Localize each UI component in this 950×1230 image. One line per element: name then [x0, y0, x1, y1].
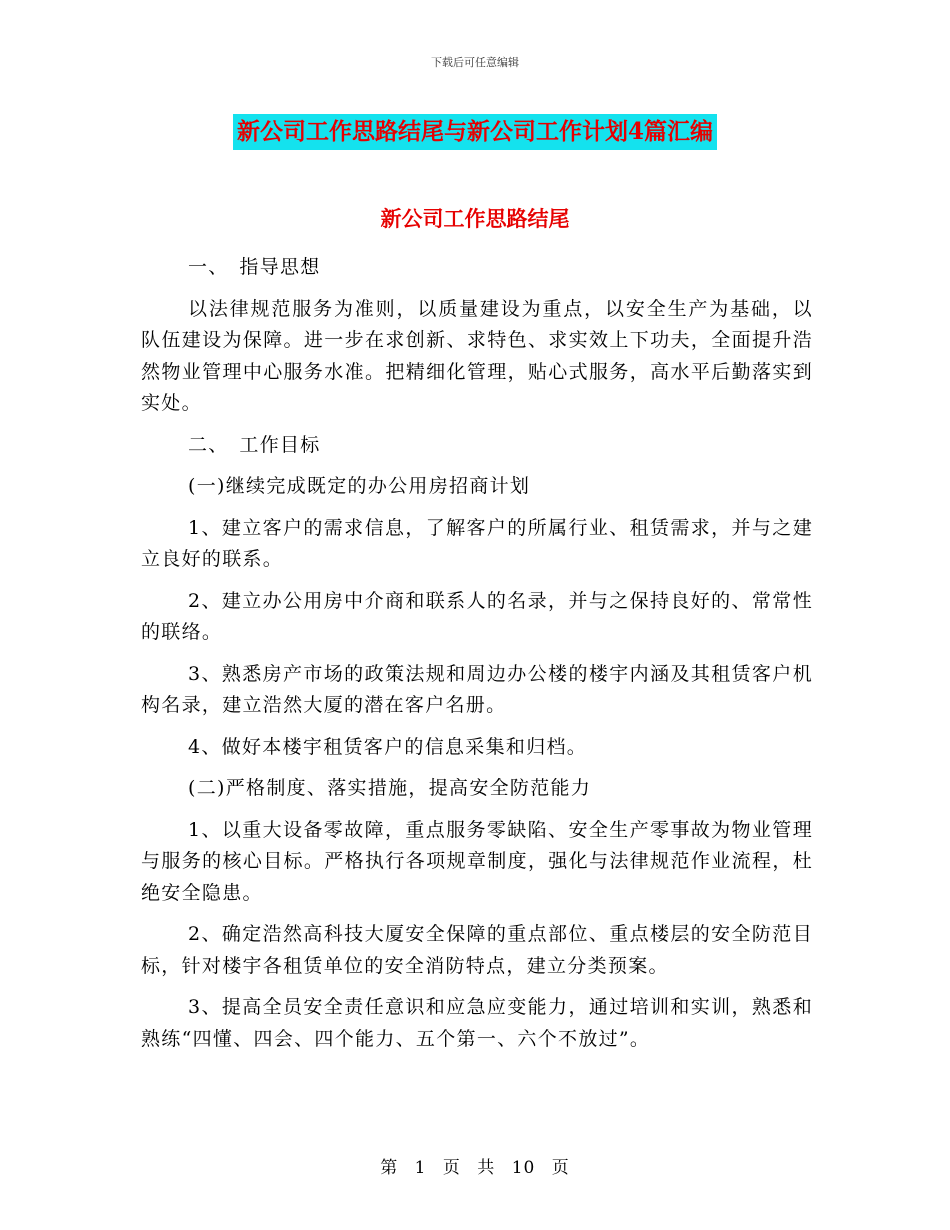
- subheading-safety: (二)严格制度、落实措施，提高安全防范能力: [188, 777, 592, 799]
- current-page-number: 1: [414, 1158, 427, 1178]
- main-title: 新公司工作思路结尾与新公司工作计划4篇汇编: [233, 114, 717, 150]
- heading-guiding-ideology: 一、 指导思想: [188, 256, 321, 278]
- page-footer: [0, 1153, 950, 1178]
- header-note: 下载后可任意编辑: [431, 56, 519, 69]
- footer-label-page-unit: 页: [442, 1158, 461, 1178]
- list-item: 2、建立办公用房中介商和联系人的名录，并与之保持良好的、常常性的联络。: [141, 589, 813, 643]
- subheading-leasing-plan: (一)继续完成既定的办公用房招商计划: [188, 475, 531, 497]
- list-item: 4、做好本楼宇租赁客户的信息采集和归档。: [188, 735, 588, 758]
- section-title: 新公司工作思路结尾: [380, 206, 570, 231]
- footer-label-total-unit: 页: [551, 1158, 570, 1178]
- list-item: 2、确定浩然高科技大厦安全保障的重点部位、重点楼层的安全防范目标，针对楼宇各租赁单位的安全消防特点，建立分类预案。: [141, 923, 813, 977]
- document-body: [141, 252, 813, 1065]
- footer-label-page: 第: [380, 1158, 399, 1178]
- list-item: 1、以重大设备零故障，重点服务零缺陷、安全生产零事故为物业管理与服务的核心目标。严格执行各项规章制度，强化与法律规范作业流程，杜绝安全隐患。: [141, 818, 813, 904]
- total-page-count: 10: [511, 1158, 536, 1178]
- main-title-container: [0, 114, 950, 150]
- footer-label-total: 共: [477, 1158, 496, 1178]
- list-item: 3、熟悉房产市场的政策法规和周边办公楼的楼宇内涵及其租赁客户机构名录，建立浩然大厦的潜在客户名册。: [141, 662, 813, 716]
- list-item: 1、建立客户的需求信息，了解客户的所属行业、租赁需求，并与之建立良好的联系。: [141, 516, 813, 570]
- heading-work-goals: 二、 工作目标: [188, 433, 321, 456]
- paragraph: 以法律规范服务为准则，以质量建设为重点，以安全生产为基础，以队伍建设为保障。进一步在求创新、求特色、求实效上下功夫，全面提升浩然物业管理中心服务水准。把精细化管理，贴心式服务，高水平后勤落实到实处。: [141, 297, 813, 414]
- list-item: 3、提高全员安全责任意识和应急应变能力，通过培训和实训，熟悉和熟练“四懂、四会、四个能力、五个第一、六个不放过”。: [141, 996, 813, 1050]
